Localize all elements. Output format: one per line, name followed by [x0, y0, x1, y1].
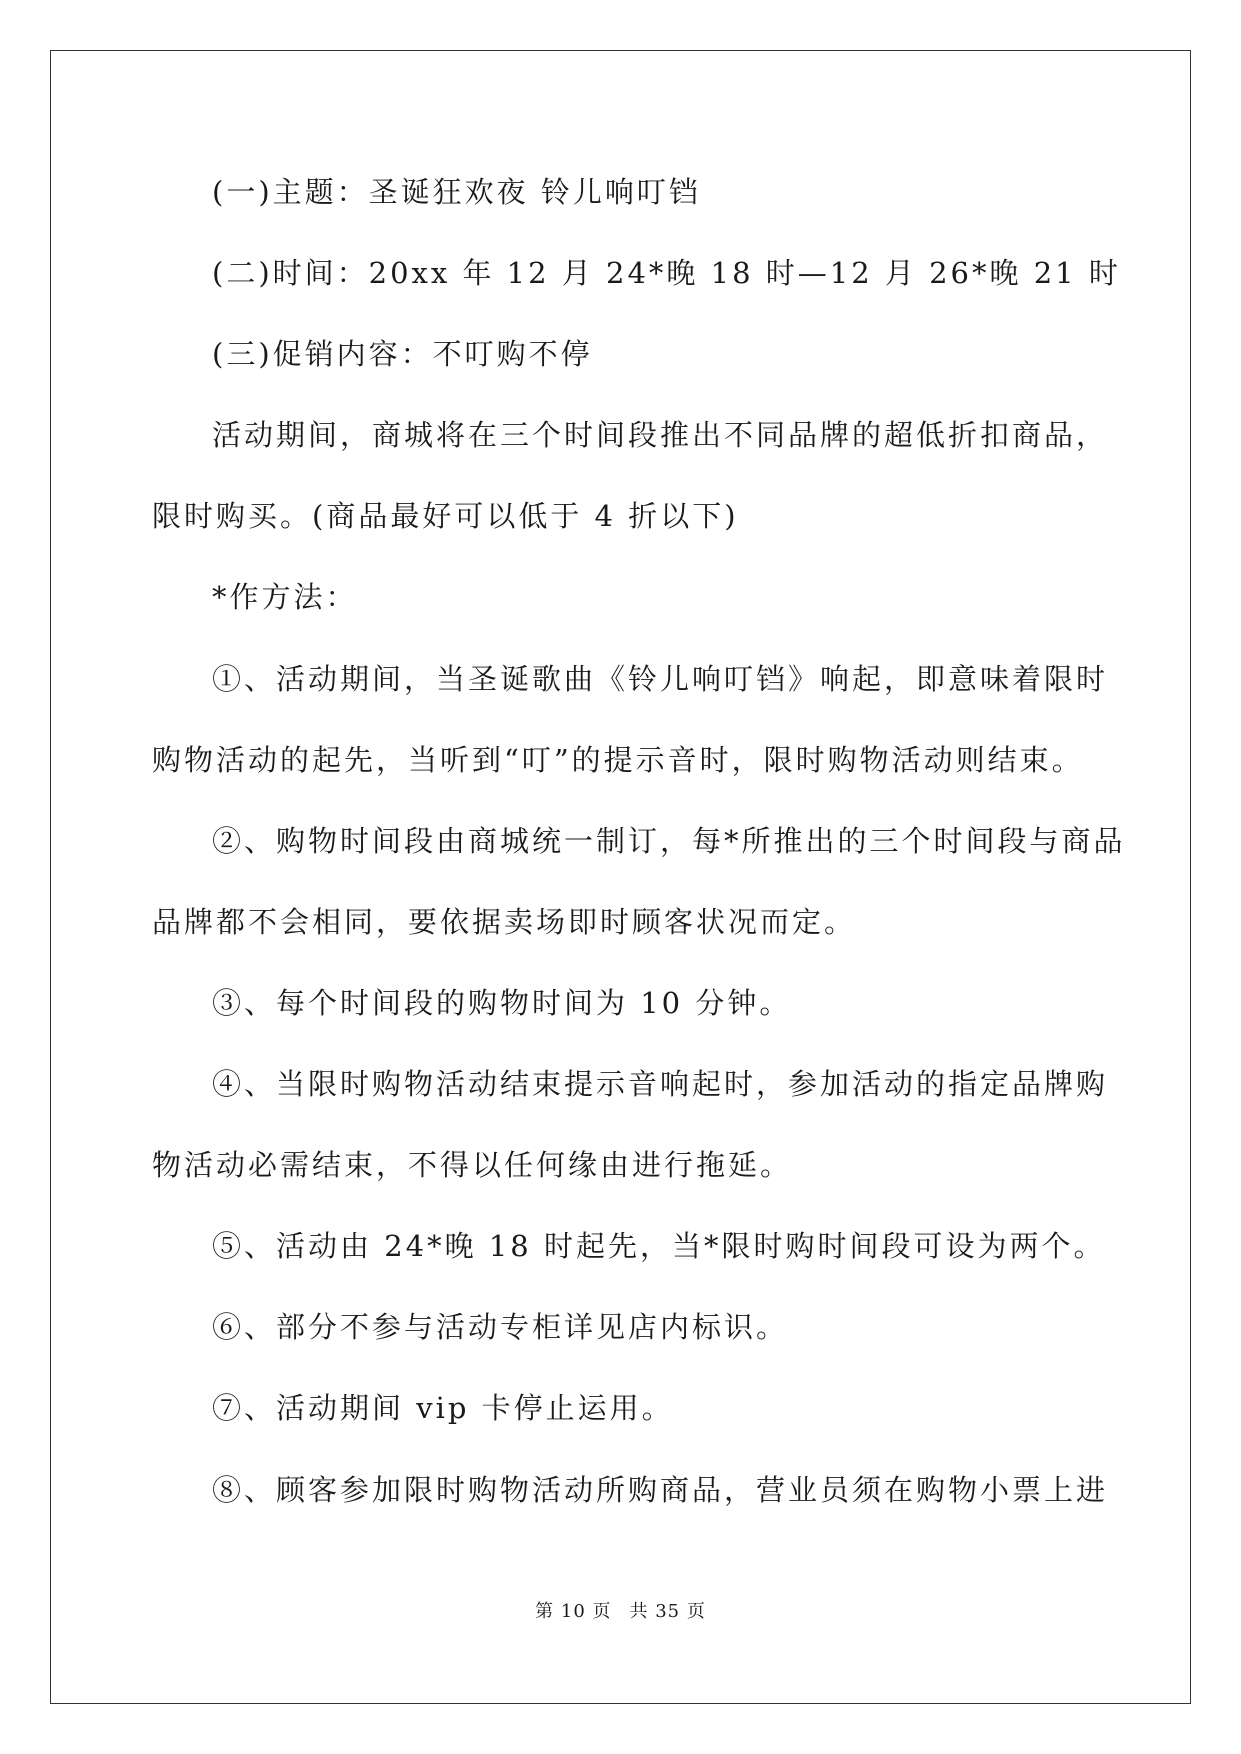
list-item-1-cont: 购物活动的起先，当听到“叮”的提示音时，限时购物活动则结束。: [152, 743, 1084, 777]
heading-method: *作方法：: [212, 580, 358, 614]
page-number: 第 10 页: [535, 1601, 612, 1622]
list-item-4-cont: 物活动必需结束，不得以任何缘由进行拖延。: [152, 1148, 793, 1182]
heading-time: (二)时间：20xx 年 12 月 24*晚 18 时—12 月 26*晚 21 时: [212, 256, 1121, 290]
list-item-6: ⑥、部分不参与活动专柜详见店内标识。: [212, 1310, 789, 1344]
page-border: [50, 50, 1191, 1704]
list-item-1: ①、活动期间，当圣诞歌曲《铃儿响叮铛》响起，即意味着限时: [212, 662, 1109, 696]
page-total: 共 35 页: [629, 1601, 706, 1622]
list-item-2-cont: 品牌都不会相同，要依据卖场即时顾客状况而定。: [152, 905, 857, 939]
list-item-7: ⑦、活动期间 vip 卡停止运用。: [212, 1391, 674, 1425]
page-footer: [0, 1597, 1241, 1623]
list-item-5: ⑤、活动由 24*晚 18 时起先，当*限时购时间段可设为两个。: [212, 1229, 1106, 1263]
paragraph-line: 活动期间，商城将在三个时间段推出不同品牌的超低折扣商品，: [212, 418, 1109, 452]
list-item-4: ④、当限时购物活动结束提示音响起时，参加活动的指定品牌购: [212, 1067, 1109, 1101]
heading-theme: (一)主题：圣诞狂欢夜 铃儿响叮铛: [212, 175, 701, 209]
list-item-3: ③、每个时间段的购物时间为 10 分钟。: [212, 986, 792, 1020]
list-item-2: ②、购物时间段由商城统一制订，每*所推出的三个时间段与商品: [212, 824, 1126, 858]
heading-promo: (三)促销内容：不叮购不停: [212, 337, 593, 371]
paragraph-line: 限时购买。(商品最好可以低于 4 折以下): [152, 499, 739, 533]
list-item-8: ⑧、顾客参加限时购物活动所购商品，营业员须在购物小票上进: [212, 1473, 1109, 1507]
